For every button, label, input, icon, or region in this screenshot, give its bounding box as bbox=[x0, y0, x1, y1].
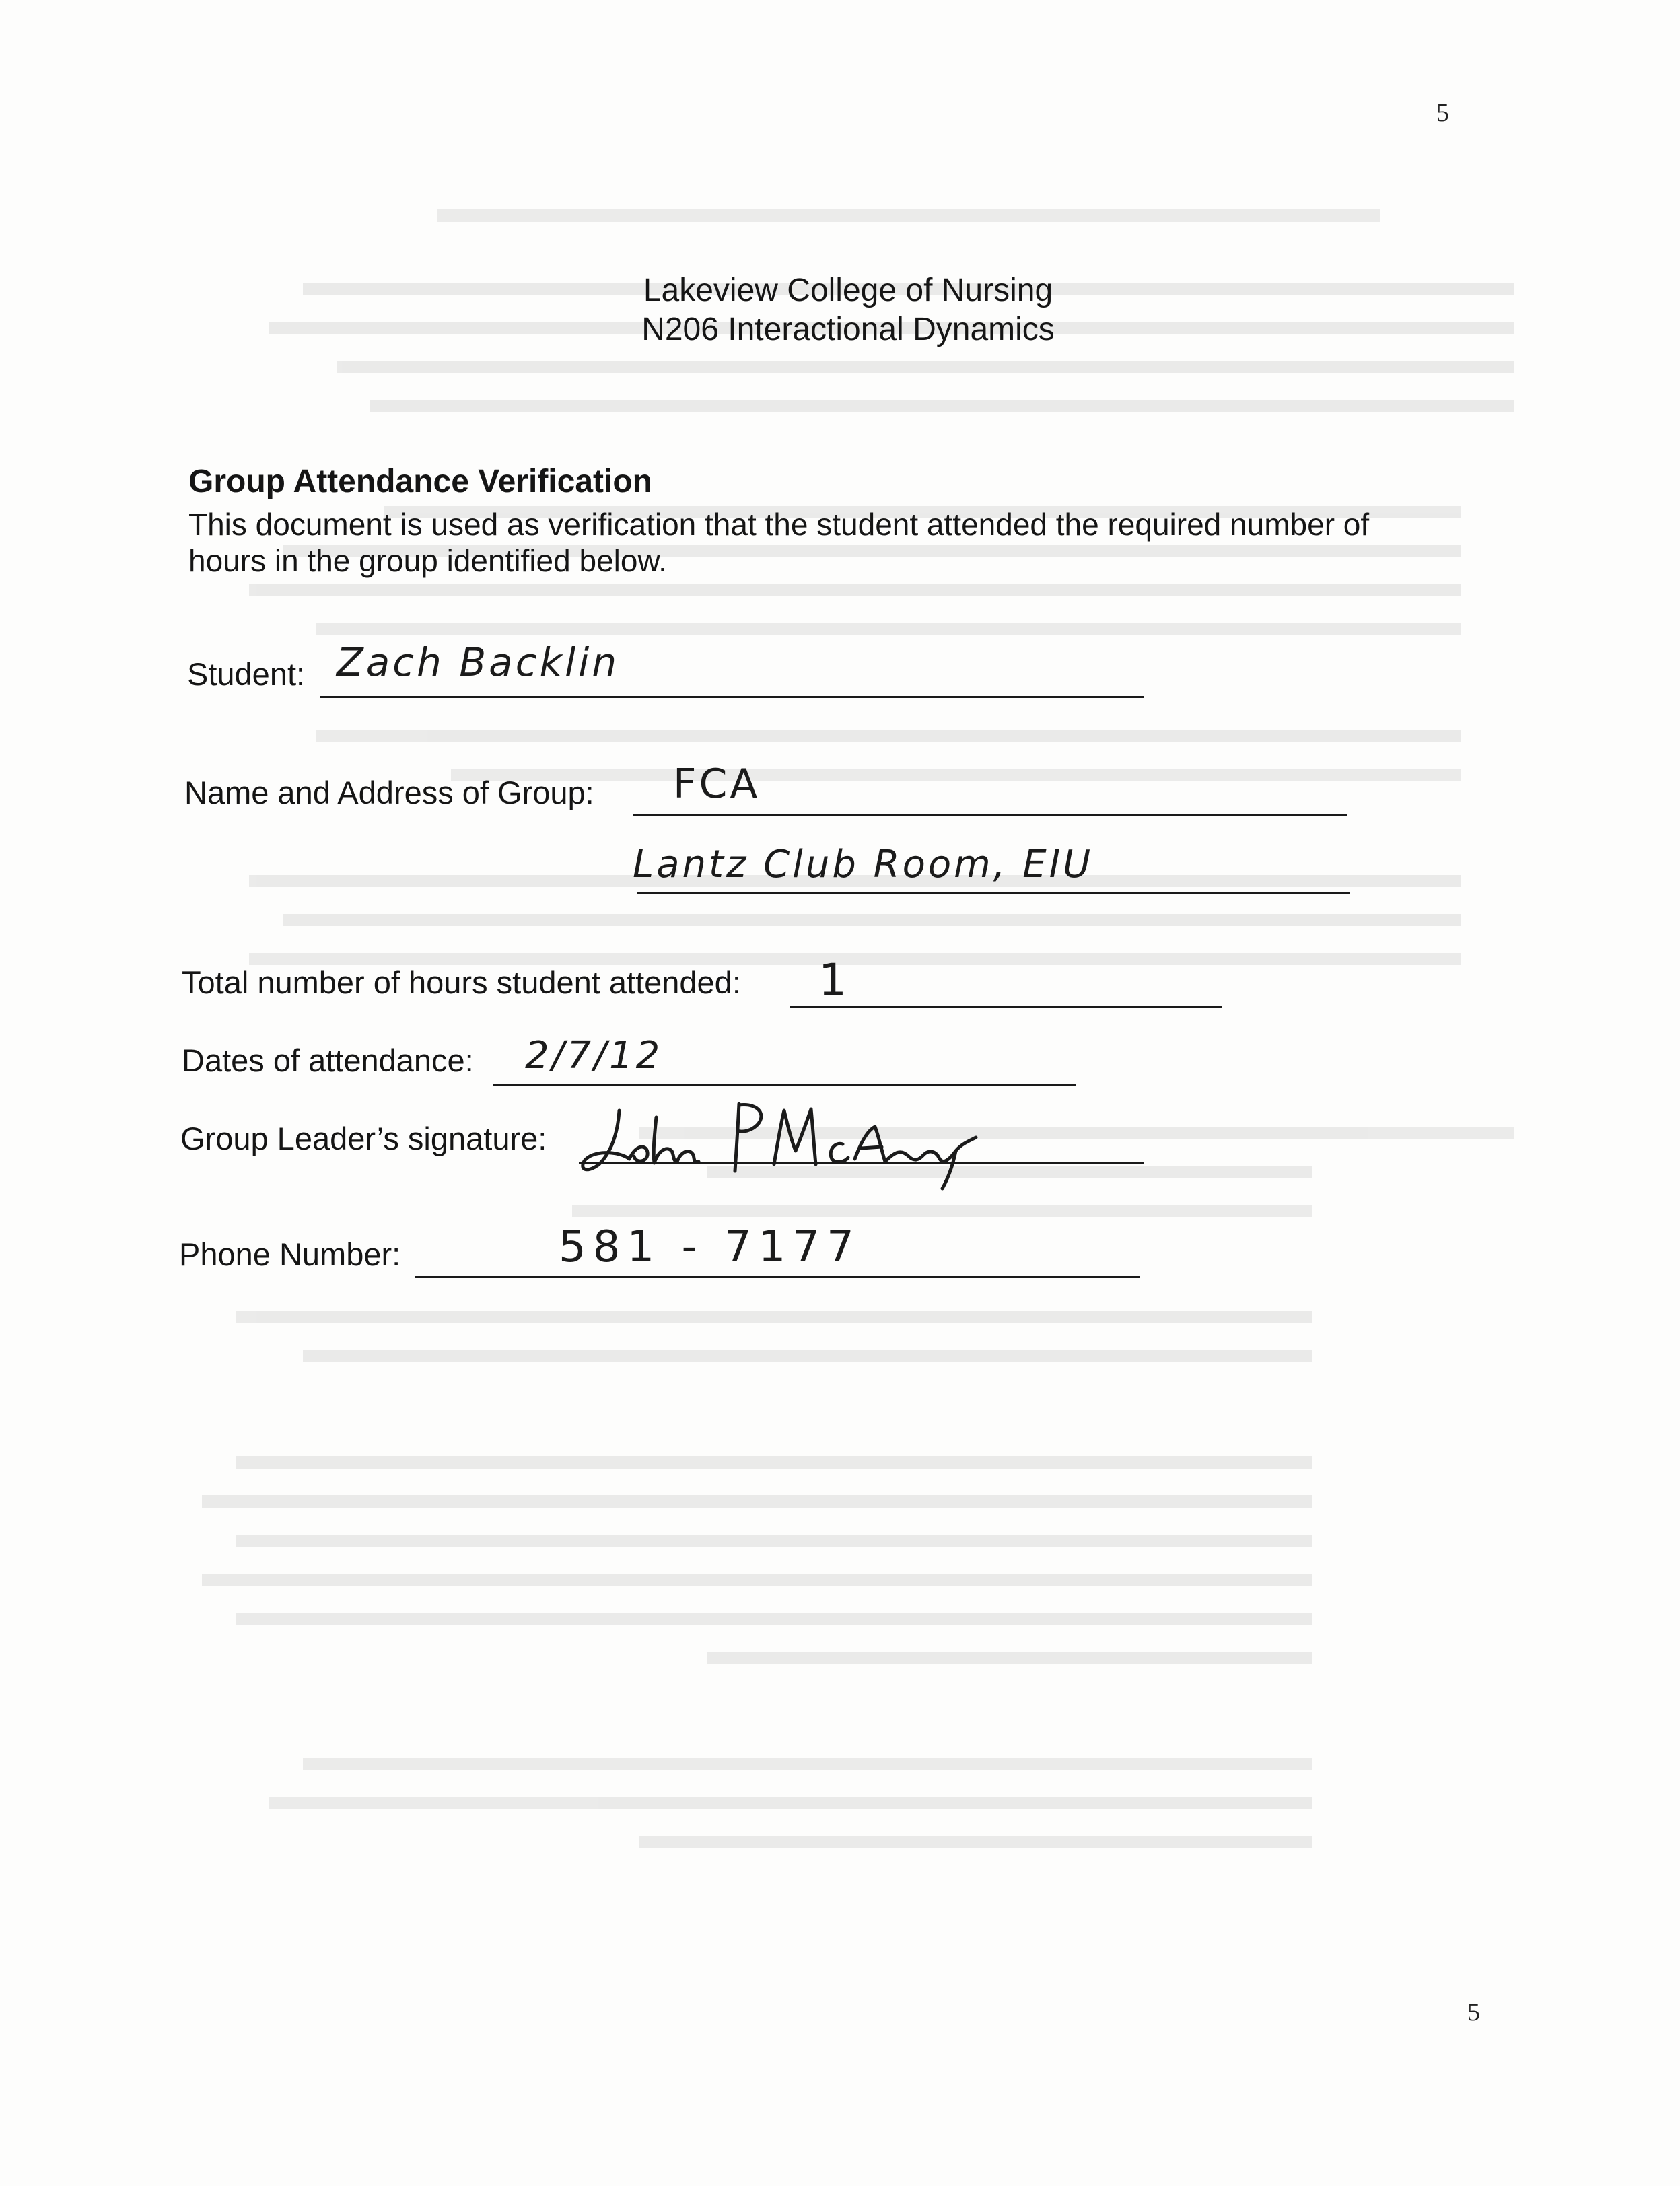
leader-label: Group Leader’s signature: bbox=[180, 1121, 547, 1156]
bleed-through-texture bbox=[202, 182, 1514, 1999]
section-heading: Group Attendance Verification bbox=[188, 464, 652, 499]
group-address-field[interactable]: Lantz Club Room, EIU bbox=[633, 843, 1094, 886]
student-field[interactable]: Zach Backlin bbox=[337, 639, 620, 685]
college-title: Lakeview College of Nursing bbox=[643, 273, 1053, 308]
hours-field[interactable]: 1 bbox=[818, 954, 849, 1006]
group-address-line bbox=[637, 892, 1350, 894]
phone-line bbox=[415, 1276, 1140, 1278]
hours-line bbox=[790, 1006, 1222, 1008]
intro-line: This document is used as verification that the student attended the required number of bbox=[188, 507, 1370, 542]
dates-label: Dates of attendance: bbox=[182, 1043, 474, 1078]
dates-field[interactable]: 2/7/12 bbox=[525, 1034, 663, 1078]
intro-paragraph bbox=[188, 506, 1501, 579]
intro-line: hours in the group identified below. bbox=[188, 543, 667, 578]
page-number-bottom: 5 bbox=[1467, 1998, 1480, 2026]
student-line bbox=[320, 696, 1144, 698]
group-label: Name and Address of Group: bbox=[184, 775, 594, 810]
group-name-line bbox=[633, 814, 1348, 816]
hours-label: Total number of hours student attended: bbox=[182, 964, 741, 1000]
student-label: Student: bbox=[187, 656, 306, 692]
dates-line bbox=[493, 1084, 1076, 1086]
phone-label: Phone Number: bbox=[179, 1236, 401, 1272]
phone-field[interactable]: 581 - 7177 bbox=[559, 1222, 861, 1272]
course-title: N206 Interactional Dynamics bbox=[641, 312, 1055, 347]
page-number-top: 5 bbox=[1436, 99, 1449, 127]
leader-signature[interactable] bbox=[579, 1097, 983, 1191]
group-name-field[interactable]: FCA bbox=[673, 761, 761, 808]
